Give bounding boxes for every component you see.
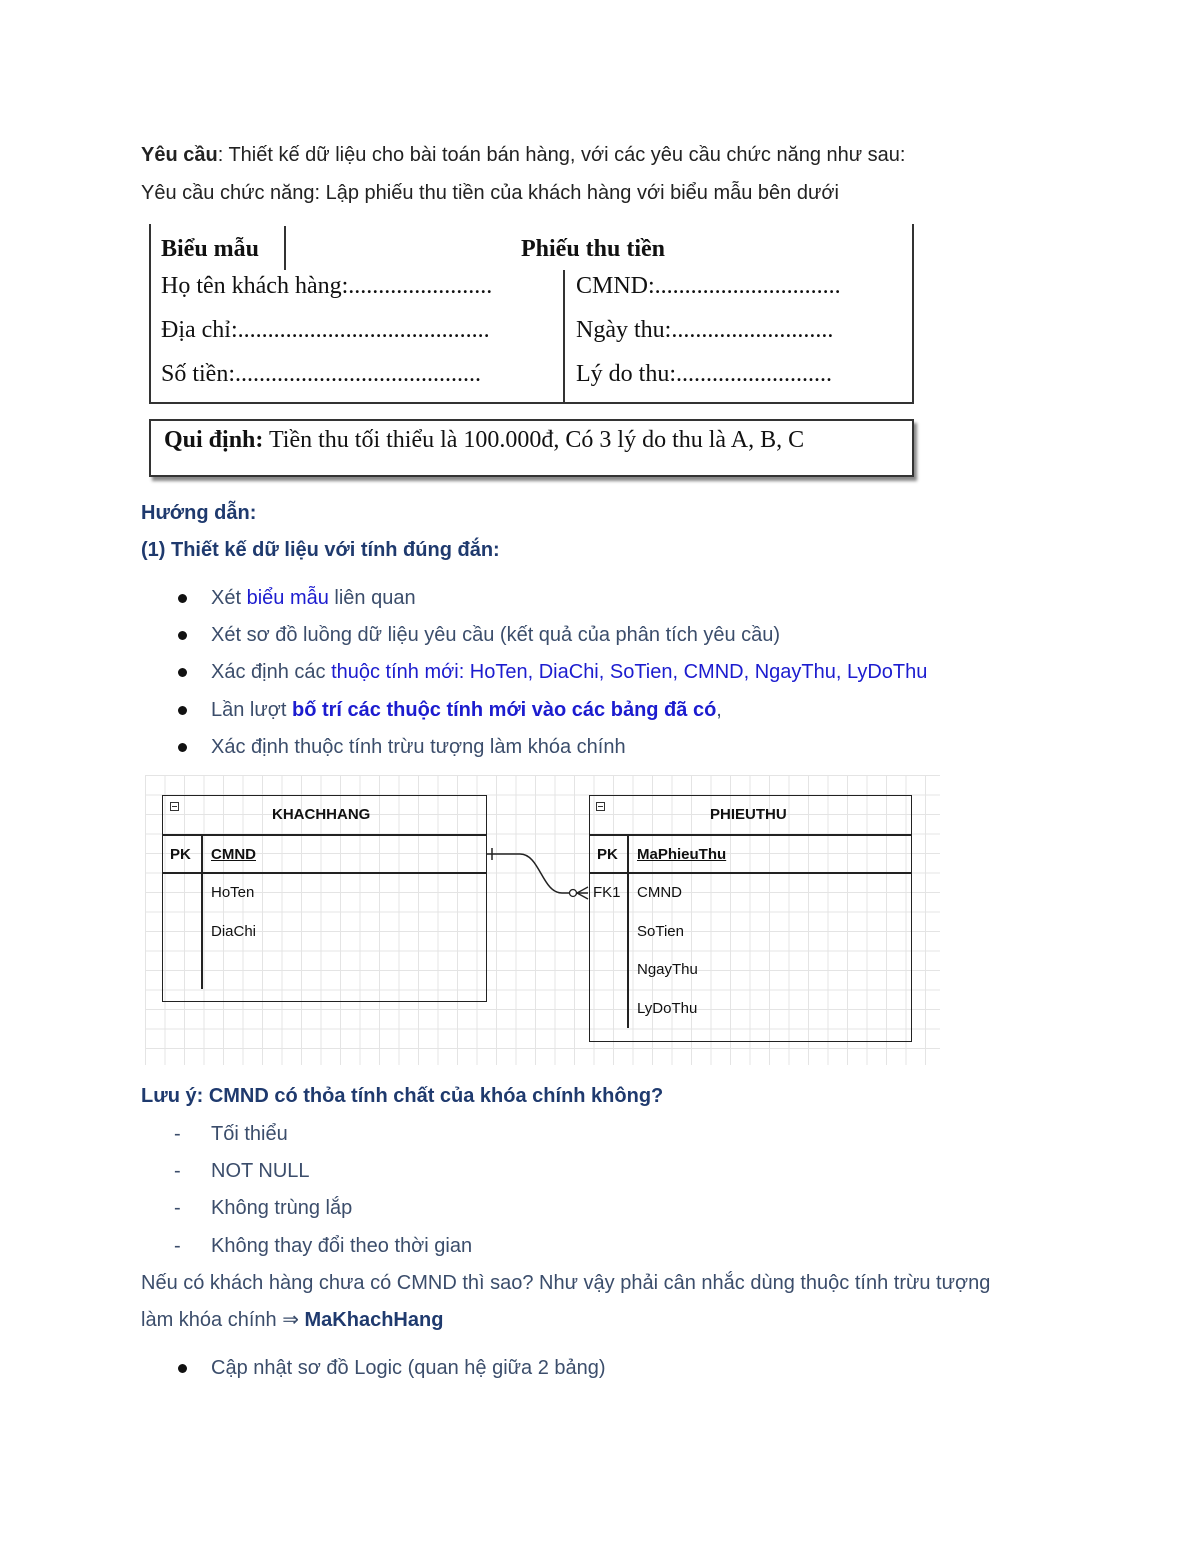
note-question-line2 <box>141 1308 443 1332</box>
entity-divider <box>162 834 487 836</box>
bullet-dot <box>178 1364 187 1373</box>
note-question-prefix: làm khóa chính ⇒ <box>141 1309 305 1331</box>
guide-bullet-3 <box>211 660 927 684</box>
form-field-date: Ngày thu:........................... <box>576 317 834 343</box>
entity-divider <box>589 872 912 874</box>
khachhang-pk-label: PK <box>170 846 191 863</box>
guide-heading: Hướng dẫn: <box>141 502 257 524</box>
note-item: Không trùng lắp <box>211 1197 353 1219</box>
form-field-amount: Số tiền:......................................... <box>161 361 482 387</box>
phieuthu-fk-label: FK1 <box>593 884 621 901</box>
requirement-line <box>141 143 906 167</box>
note-item-not-null: NOT NULL <box>211 1160 310 1182</box>
b1-link: biểu mẫu <box>246 587 329 609</box>
form-divider-header <box>284 226 286 270</box>
form-field-reason: Lý do thu:.......................... <box>576 361 832 387</box>
note-item: Không thay đổi theo thời gian <box>211 1235 473 1257</box>
phieuthu-field: SoTien <box>637 923 684 940</box>
collapse-icon <box>170 802 179 811</box>
entity-column-divider <box>627 834 629 1028</box>
note-question-line1: Nếu có khách hàng chưa có CMND thì sao? Như vậy phải cân nhắc dùng thuộc tính trừu tượng <box>141 1272 991 1294</box>
bullet-dot <box>178 743 187 752</box>
b3-attributes: thuộc tính mới: HoTen, DiaChi, SoTien, CMND, NgayThu, LyDoThu <box>331 661 928 683</box>
dash-marker: - <box>174 1197 181 1219</box>
entity-divider <box>589 834 912 836</box>
entity-khachhang-title: KHACHHANG <box>272 806 371 823</box>
note-item: Tối thiểu <box>211 1123 288 1145</box>
note-heading: Lưu ý: CMND có thỏa tính chất của khóa chính không? <box>141 1085 664 1107</box>
dash-marker: - <box>174 1235 181 1257</box>
dash-marker: - <box>174 1160 181 1182</box>
note-answer: MaKhachHang <box>304 1309 444 1331</box>
phieuthu-pk-field: MaPhieuThu <box>637 846 727 863</box>
phieuthu-pk-label: PK <box>597 846 618 863</box>
b1-pre: Xét <box>211 587 247 609</box>
phieuthu-field: CMND <box>637 884 682 901</box>
khachhang-field: DiaChi <box>211 923 257 940</box>
form-divider-columns <box>563 270 565 404</box>
relationship-connector <box>480 840 595 910</box>
b4-pre: Lần lượt <box>211 699 292 721</box>
last-bullet: Cập nhật sơ đồ Logic (quan hệ giữa 2 bảng) <box>211 1357 606 1379</box>
bullet-dot <box>178 706 187 715</box>
khachhang-field: HoTen <box>211 884 255 901</box>
guide-bullet-2: Xét sơ đồ luồng dữ liệu yêu cầu (kết quả của phân tích yêu cầu) <box>211 624 781 646</box>
form-field-cmnd: CMND:............................... <box>576 273 841 299</box>
rule-box-top <box>149 419 914 421</box>
collapse-icon <box>596 802 605 811</box>
entity-phieuthu-title: PHIEUTHU <box>710 806 787 823</box>
b4-bold: bố trí các thuộc tính mới vào các bảng đã có <box>292 699 717 721</box>
phieuthu-field: LyDoThu <box>637 1000 698 1017</box>
rule-text: Qui định: Tiền thu tối thiểu là 100.000đ, Có 3 lý do thu là A, B, C <box>164 427 805 453</box>
form-header-left: Biểu mẫu <box>161 236 260 262</box>
form-field-name: Họ tên khách hàng:........................ <box>161 273 493 299</box>
entity-column-divider <box>201 834 203 989</box>
requirement-label: Yêu cầu <box>141 144 218 166</box>
guide-bullet-5: Xác định thuộc tính trừu tượng làm khóa chính <box>211 736 626 758</box>
phieuthu-field: NgayThu <box>637 961 698 978</box>
bullet-dot <box>178 668 187 677</box>
guide-bullet-4 <box>211 698 722 722</box>
functional-requirement: Yêu cầu chức năng: Lập phiếu thu tiền của khách hàng với biểu mẫu bên dưới <box>141 182 839 204</box>
b3-pre: Xác định các <box>211 661 332 683</box>
form-field-address: Địa chỉ:.......................................... <box>161 317 490 343</box>
requirement-text: : Thiết kế dữ liệu cho bài toán bán hàng, với các yêu cầu chức năng như sau: <box>217 144 906 166</box>
dash-marker: - <box>174 1123 181 1145</box>
khachhang-pk-field: CMND <box>211 846 256 863</box>
rule-body: Tiền thu tối thiểu là 100.000đ, Có 3 lý do thu là A, B, C <box>268 427 805 453</box>
entity-divider <box>162 872 487 874</box>
form-title: Phiếu thu tiền <box>521 236 666 262</box>
guide-step1: (1) Thiết kế dữ liệu với tính đúng đắn: <box>141 539 500 561</box>
b4-post: , <box>716 699 722 721</box>
guide-bullet-1 <box>211 586 416 610</box>
bullet-dot <box>178 631 187 640</box>
bullet-dot <box>178 594 187 603</box>
b1-post: liên quan <box>328 587 416 609</box>
